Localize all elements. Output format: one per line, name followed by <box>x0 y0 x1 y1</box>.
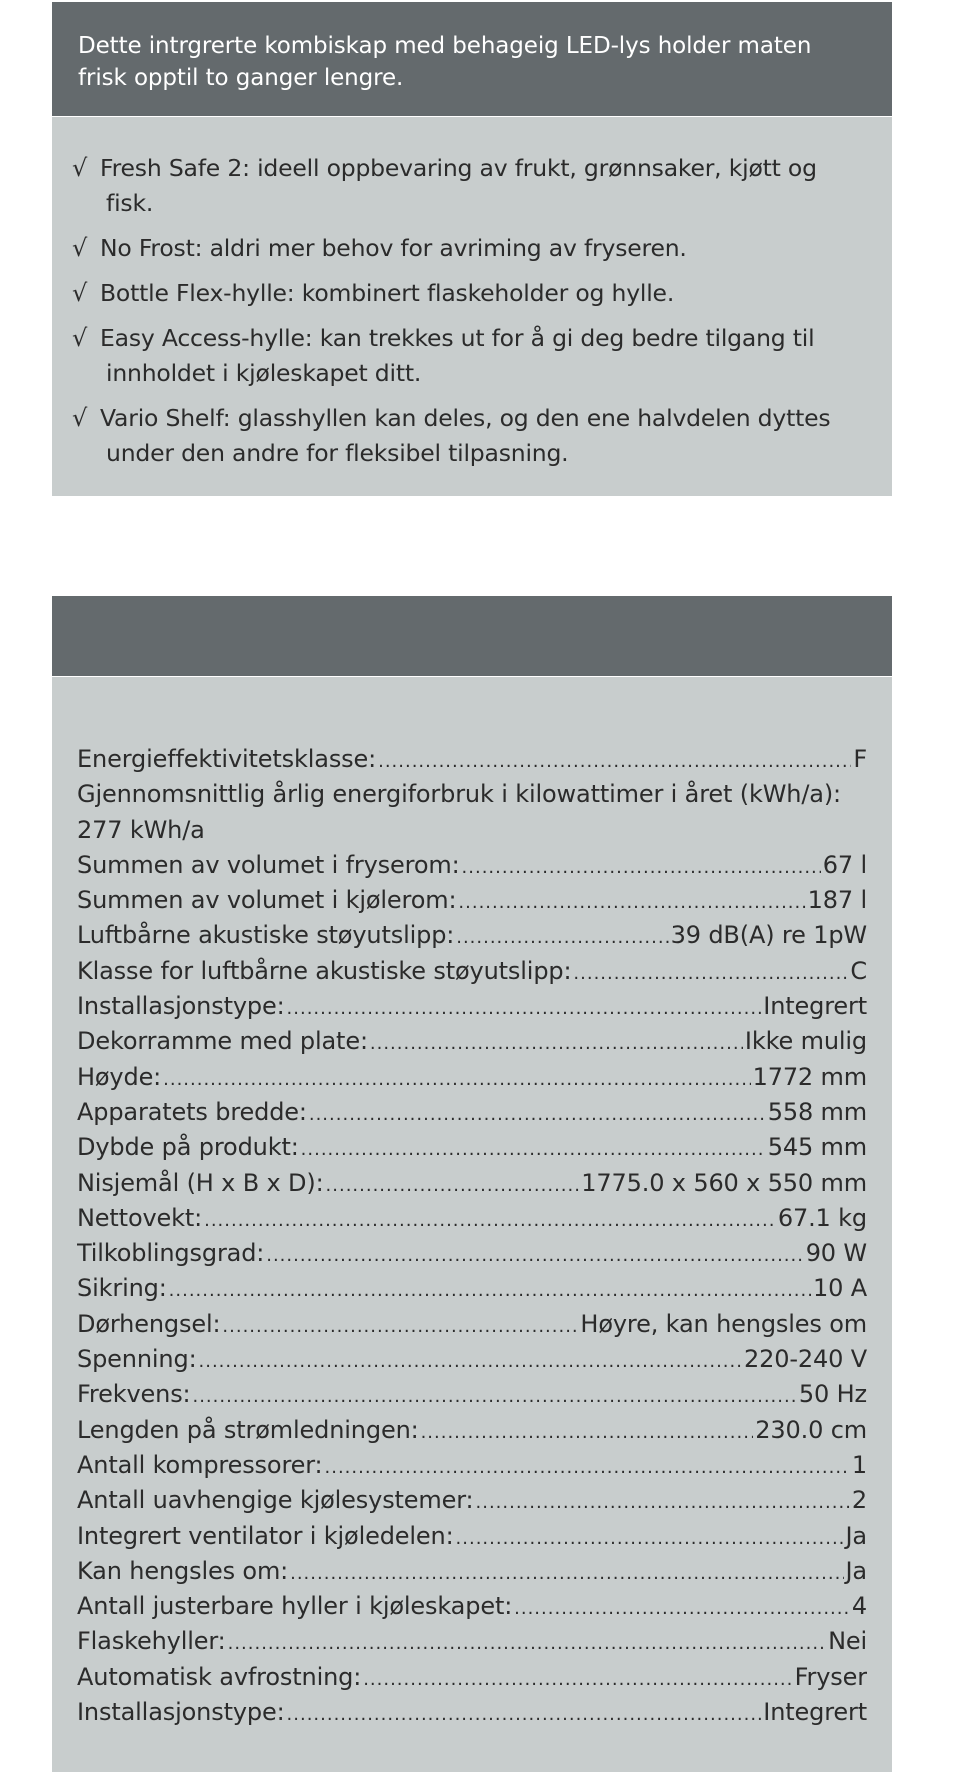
spec-row <box>77 1236 867 1271</box>
spec-row <box>77 883 867 918</box>
spec-label: Antall kompressorer: <box>77 1450 323 1479</box>
checkmark-icon: √ <box>72 324 88 352</box>
spec-row <box>77 1483 867 1518</box>
feature-line: Vario Shelf: glasshyllen kan deles, og den ene halvdelen dyttes <box>100 404 831 432</box>
feature-line-continued: under den andre for fleksibel tilpasning. <box>106 439 569 467</box>
spec-row <box>77 1554 867 1589</box>
spec-value: 545 mm <box>767 1133 867 1162</box>
feature-line: Fresh Safe 2: ideell oppbevaring av frukt, grønnsaker, kjøtt og <box>100 154 817 182</box>
spec-row <box>77 1166 867 1201</box>
spec-value: 1772 mm <box>752 1062 867 1091</box>
spec-label: Installasjonstype: <box>77 1698 285 1727</box>
dot-leader <box>228 1626 826 1659</box>
spec-label: Apparatets bredde: <box>77 1097 307 1126</box>
spec-label: Gjennomsnittlig årlig energiforbruk i kilowattimer i året (kWh/a): <box>77 780 841 809</box>
spec-list <box>77 848 867 1730</box>
dot-leader <box>309 1097 766 1130</box>
spec-value: F <box>853 745 867 773</box>
dot-leader <box>301 1132 766 1165</box>
spec-value: 277 kWh/a <box>77 815 205 844</box>
spec-value: 10 A <box>813 1274 867 1303</box>
spec-value: 230.0 cm <box>755 1415 867 1444</box>
spec-row <box>77 1095 867 1130</box>
feature-line: Easy Access-hylle: kan trekkes ut for å gi deg bedre tilgang til <box>100 324 815 352</box>
dot-leader <box>514 1591 850 1624</box>
dot-leader <box>169 1273 811 1306</box>
dot-leader <box>363 1662 792 1695</box>
feature-item <box>72 231 862 266</box>
spec-label: Dørhengsel: <box>77 1309 221 1338</box>
spec-label: Nisjemål (H x B x D): <box>77 1168 324 1197</box>
spec-label: Dybde på produkt: <box>77 1133 299 1162</box>
feature-item <box>72 401 862 471</box>
spec-value: Ja <box>845 1556 867 1585</box>
dot-leader <box>456 920 668 953</box>
dot-leader <box>326 1168 580 1201</box>
dot-leader <box>192 1379 796 1412</box>
dot-leader <box>476 1485 850 1518</box>
spec-label: Kan hengsles om: <box>77 1556 289 1585</box>
spec-row <box>77 1589 867 1624</box>
spec-label: Spenning: <box>77 1345 197 1374</box>
dot-leader <box>462 850 821 883</box>
spec-row <box>77 1624 867 1659</box>
feature-item <box>72 321 862 391</box>
feature-item <box>72 276 862 311</box>
spec-label: Antall justerbare hyller i kjøleskapet: <box>77 1592 513 1621</box>
feature-line-continued: innholdet i kjøleskapet ditt. <box>106 359 422 387</box>
spec-row <box>77 1060 867 1095</box>
spec-label: Luftbårne akustiske støyutslipp: <box>77 921 455 950</box>
dot-leader <box>378 744 851 777</box>
spec-value: Ja <box>845 1521 867 1550</box>
spec-value: 558 mm <box>767 1097 867 1126</box>
spec-label: Automatisk avfrostning: <box>77 1662 362 1691</box>
features-panel <box>52 117 892 496</box>
feature-line: Bottle Flex-hylle: kombinert flaskeholder og hylle. <box>100 279 675 307</box>
spec-value: 2 <box>851 1486 867 1515</box>
dot-leader <box>199 1344 743 1377</box>
intro-text: Dette intrgrerte kombiskap med behageig LED-lys holder maten frisk opptil to ganger lengre. <box>78 33 812 91</box>
spec-value: 50 Hz <box>798 1380 867 1409</box>
spec-row <box>77 954 867 989</box>
spec-row <box>77 1519 867 1554</box>
spec-row <box>77 1307 867 1342</box>
checkmark-icon: √ <box>72 404 88 432</box>
spec-value: Ikke mulig <box>744 1027 867 1056</box>
spec-row <box>77 1413 867 1448</box>
spec-row <box>77 848 867 883</box>
spec-value: Fryser <box>794 1662 867 1691</box>
spec-row <box>77 989 867 1024</box>
feature-item <box>72 151 862 221</box>
intro-header <box>52 2 892 116</box>
dot-leader <box>325 1450 850 1483</box>
specs-panel <box>52 677 892 1772</box>
spec-value: 1775.0 x 560 x 550 mm <box>581 1168 867 1197</box>
feature-line-continued: fisk. <box>106 189 154 217</box>
dot-leader <box>370 1026 743 1059</box>
dot-leader <box>163 1062 750 1095</box>
spec-value: 220-240 V <box>744 1345 867 1374</box>
spec-value: Nei <box>828 1627 867 1656</box>
spec-row <box>77 1130 867 1165</box>
spec-label: Lengden på strømledningen: <box>77 1415 419 1444</box>
spec-label: Antall uavhengige kjølesystemer: <box>77 1486 474 1515</box>
checkmark-icon: √ <box>72 234 88 262</box>
spec-value: Integrert <box>763 1698 867 1727</box>
checkmark-icon: √ <box>72 279 88 307</box>
dot-leader <box>266 1238 803 1271</box>
spec-value: 4 <box>851 1592 867 1621</box>
spec-label: Klasse for luftbårne akustiske støyutslipp: <box>77 956 572 985</box>
specs-header <box>52 596 892 676</box>
spec-row <box>77 1695 867 1730</box>
spec-label: Summen av volumet i fryserom: <box>77 850 460 879</box>
spec-value: 1 <box>851 1450 867 1479</box>
dot-leader <box>421 1415 754 1448</box>
spec-value: Høyre, kan hengsles om <box>580 1309 867 1338</box>
spec-label: Summen av volumet i kjølerom: <box>77 886 457 915</box>
spec-row-energy-consumption <box>77 777 867 848</box>
dot-leader <box>204 1203 776 1236</box>
dot-leader <box>222 1309 578 1342</box>
spec-row <box>77 1342 867 1377</box>
spec-value: Integrert <box>763 992 867 1021</box>
spec-label: Sikring: <box>77 1274 167 1303</box>
dot-leader <box>287 991 762 1024</box>
dot-leader <box>290 1556 843 1589</box>
spec-label: Energieffektivitetsklasse: <box>77 745 377 773</box>
spec-row <box>77 1660 867 1695</box>
spec-label: Integrert ventilator i kjøledelen: <box>77 1521 454 1550</box>
spec-value: C <box>850 956 867 985</box>
spec-label: Tilkoblingsgrad: <box>77 1239 265 1268</box>
spec-label: Nettovekt: <box>77 1203 203 1232</box>
spec-value: 39 dB(A) re 1pW <box>670 921 867 950</box>
dot-leader <box>456 1521 844 1554</box>
dot-leader <box>458 885 805 918</box>
spec-row <box>77 1271 867 1306</box>
spec-label: Dekorramme med plate: <box>77 1027 368 1056</box>
spec-value: 90 W <box>805 1239 867 1268</box>
spec-row <box>77 918 867 953</box>
spec-label: Installasjonstype: <box>77 992 285 1021</box>
dot-leader <box>287 1697 762 1730</box>
spec-row <box>77 1201 867 1236</box>
feature-line: No Frost: aldri mer behov for avriming av fryseren. <box>100 234 687 262</box>
spec-value: 67 l <box>822 850 867 879</box>
spec-label: Høyde: <box>77 1062 162 1091</box>
spec-row-energy-class <box>77 742 867 777</box>
dot-leader <box>573 956 848 989</box>
spec-row <box>77 1377 867 1412</box>
spec-label: Frekvens: <box>77 1380 191 1409</box>
spec-value: 187 l <box>807 886 867 915</box>
checkmark-icon: √ <box>72 154 88 182</box>
spec-label: Flaskehyller: <box>77 1627 226 1656</box>
spec-row <box>77 1448 867 1483</box>
spec-value: 67.1 kg <box>777 1203 867 1232</box>
spec-row <box>77 1024 867 1059</box>
